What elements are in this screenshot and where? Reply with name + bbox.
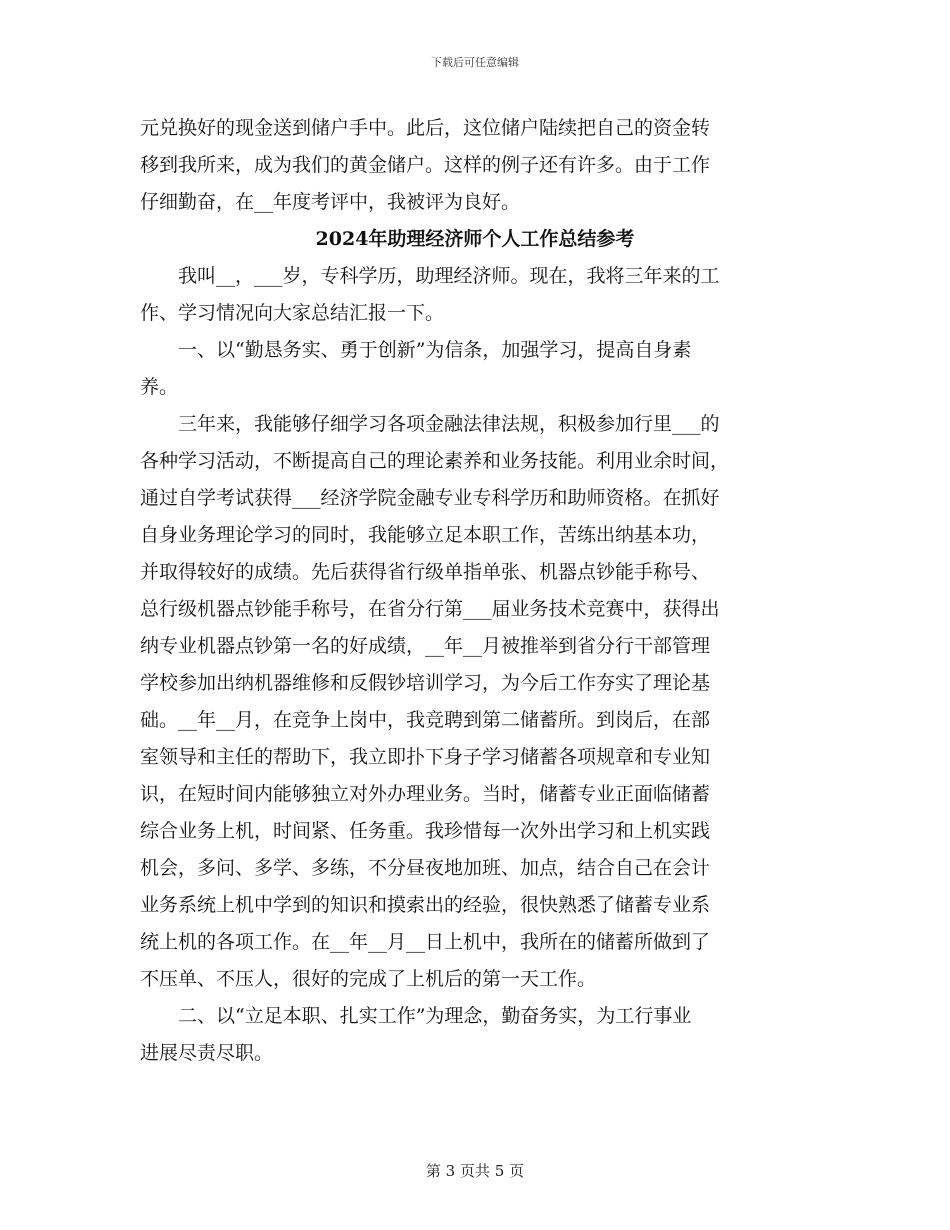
document-body [140,110,810,1072]
paragraph-line: 业务系统上机中学到的知识和摸索出的经验，很快熟悉了储蓄专业系 [140,894,711,916]
paragraph-line: 总行级机器点钞能手称号，在省分行第___届业务技术竞赛中，获得出 [140,598,720,620]
paragraph-line: 仔细勤奋，在__年度考评中，我被评为良好。 [140,191,521,213]
paragraph-line: 各种学习活动，不断提高自己的理论素养和业务技能。利用业余时间， [140,450,730,472]
paragraph-line: 并取得较好的成绩。先后获得省行级单指单张、机器点钞能手称号、 [140,561,711,583]
paragraph-line: 元兑换好的现金送到储户手中。此后，这位储户陆续把自己的资金转 [140,117,711,139]
document-title: 2024年助理经济师个人工作总结参考 [315,228,635,250]
page-number: 第 3 页共 5 页 [425,1162,525,1180]
paragraph-line: 移到我所来，成为我们的黄金储户。这样的例子还有许多。由于工作 [140,154,711,176]
paragraph-line: 础。__年__月，在竞争上岗中，我竞聘到第二储蓄所。到岗后，在部 [140,709,711,731]
paragraph-line: 纳专业机器点钞第一名的好成绩，__年__月被推举到省分行干部管理 [140,635,711,657]
paragraph-line: 自身业务理论学习的同时，我能够立足本职工作，苦练出纳基本功， [140,524,711,546]
paragraph-line: 通过自学考试获得___经济学院金融专业专科学历和助师资格。在抓好 [140,487,720,509]
paragraph-line: 作、学习情况向大家总结汇报一下。 [140,302,445,324]
paragraph-line: 室领导和主任的帮助下，我立即扑下身子学习储蓄各项规章和专业知 [140,746,711,768]
paragraph-line: 不压单、不压人，很好的完成了上机后的第一天工作。 [140,968,597,990]
section-heading-line: 进展尽责尽职。 [140,1042,274,1064]
paragraph-line: 综合业务上机，时间紧、任务重。我珍惜每一次外出学习和上机实践 [140,820,711,842]
page-header: 下载后可任意编辑 [431,56,519,69]
section-heading-line: 二、以“立足本职、扎实工作”为理念，勤奋务实，为工行事业 [140,1005,692,1027]
paragraph-line: 识，在短时间内能够独立对外办理业务。当时，储蓄专业正面临储蓄 [140,783,711,805]
paragraph-line: 机会，多问、多学、多练，不分昼夜地加班、加点，结合自己在会计 [140,857,711,879]
section-heading-line: 养。 [140,376,179,398]
section-heading-line: 一、以“勤恳务实、勇于创新”为信条，加强学习，提高自身素 [140,339,692,361]
paragraph-line: 学校参加出纳机器维修和反假钞培训学习，为今后工作夯实了理论基 [140,672,711,694]
paragraph-line: 我叫__，___岁，专科学历，助理经济师。现在，我将三年来的工 [140,265,720,287]
paragraph-line: 三年来，我能够仔细学习各项金融法律法规，积极参加行里___的 [140,413,720,435]
paragraph-line: 统上机的各项工作。在__年__月__日上机中，我所在的储蓄所做到了 [140,931,711,953]
